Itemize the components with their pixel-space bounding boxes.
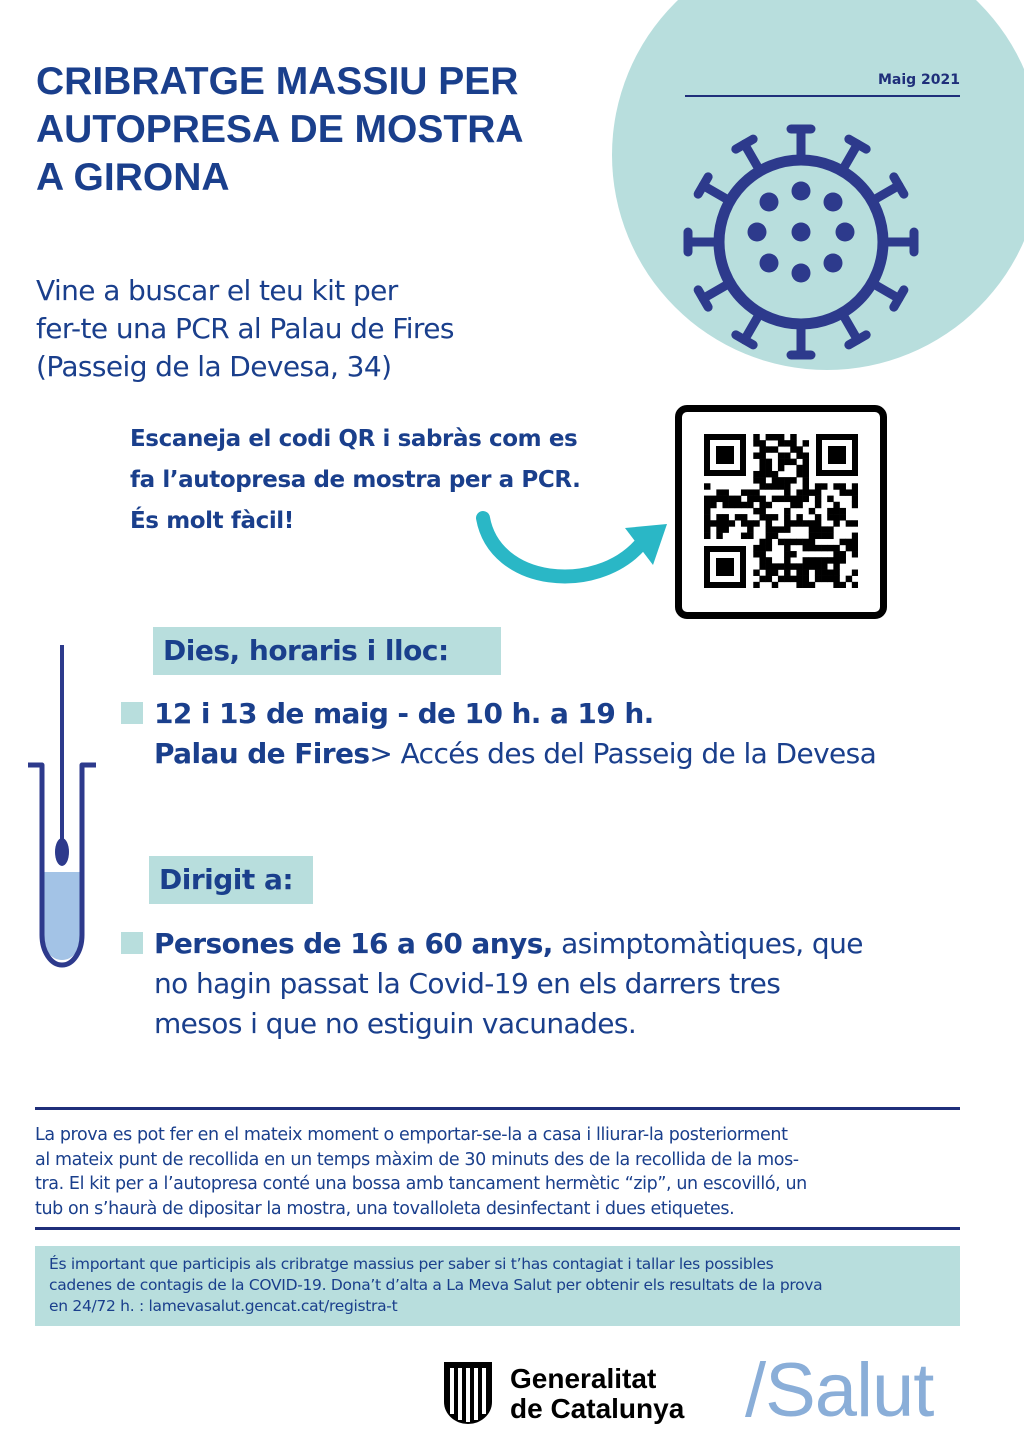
notice-line: en 24/72 h. : lamevasalut.gencat.cat/registra-t	[49, 1297, 398, 1315]
qr-line: És molt fàcil!	[130, 508, 294, 534]
intro-text	[36, 272, 596, 386]
audience-details	[154, 924, 974, 1044]
intro-line: fer-te una PCR al Palau de Fires	[36, 312, 454, 345]
test-tube-icon	[22, 640, 102, 975]
notice-box	[35, 1246, 960, 1326]
qr-line: fa l’autopresa de mostra per a PCR.	[130, 467, 581, 493]
schedule-details	[154, 694, 974, 774]
intro-line: (Passeig de la Devesa, 34)	[36, 350, 392, 383]
generalitat-emblem-icon	[440, 1358, 496, 1426]
bullet-square	[121, 702, 143, 724]
title-line: A GIRONA	[36, 156, 230, 199]
schedule-heading: Dies, horaris i lloc:	[153, 627, 501, 675]
audience-condition: asimptomàtiques, que	[552, 927, 863, 960]
place-access: > Accés des del Passeig de la Devesa	[369, 737, 877, 770]
schedule-place	[154, 734, 974, 774]
virus-icon	[672, 113, 930, 371]
bullet-square	[121, 932, 143, 954]
notice-line: És important que participis als cribratge massius per saber si t’has contagiat i tallar les possibles	[49, 1255, 774, 1273]
page-title	[36, 58, 596, 202]
info-line: tub on s’haurà de dipositar la mostra, una tovalloleta desinfectant i dues etiquetes.	[35, 1198, 735, 1219]
qr-code-icon	[704, 434, 858, 588]
salut-logo: /Salut	[745, 1348, 934, 1429]
divider-top	[35, 1107, 960, 1110]
divider-bottom	[35, 1227, 960, 1230]
org-line: Generalitat	[510, 1363, 657, 1394]
curved-arrow-icon	[475, 510, 675, 600]
info-line: al mateix punt de recollida en un temps màxim de 30 minuts des de la recollida de la mos-	[35, 1149, 799, 1170]
date-divider	[685, 95, 960, 97]
audience-age: Persones de 16 a 60 anys,	[154, 927, 553, 960]
generalitat-name	[510, 1364, 684, 1424]
qr-line: Escaneja el codi QR i sabràs com es	[130, 426, 578, 452]
intro-line: Vine a buscar el teu kit per	[36, 274, 398, 307]
info-line: La prova es pot fer en el mateix moment o emportar-se-la a casa i lliurar-la posteriorment	[35, 1125, 788, 1145]
publication-date: Maig 2021	[877, 72, 960, 88]
org-line: de Catalunya	[510, 1393, 685, 1424]
place-name: Palau de Fires	[154, 737, 370, 770]
title-line: AUTOPRESA DE MOSTRA	[36, 108, 524, 151]
info-line: tra. El kit per a l’autopresa conté una bossa amb tancament hermètic “zip”, un escovilló, un	[35, 1174, 807, 1194]
title-line: CRIBRATGE MASSIU PER	[36, 60, 519, 103]
qr-code[interactable]	[675, 405, 887, 619]
notice-line: cadenes de contagis de la COVID-19. Dona’t d’alta a La Meva Salut per obtenir els resultats de la prova	[49, 1276, 823, 1294]
schedule-dates: 12 i 13 de maig - de 10 h. a 19 h.	[154, 697, 654, 730]
info-paragraph	[35, 1123, 970, 1221]
audience-heading: Dirigit a:	[149, 856, 313, 904]
audience-line: no hagin passat la Covid-19 en els darrers tres	[154, 967, 781, 1000]
audience-line	[154, 924, 974, 964]
audience-line: mesos i que no estiguin vacunades.	[154, 1007, 637, 1040]
